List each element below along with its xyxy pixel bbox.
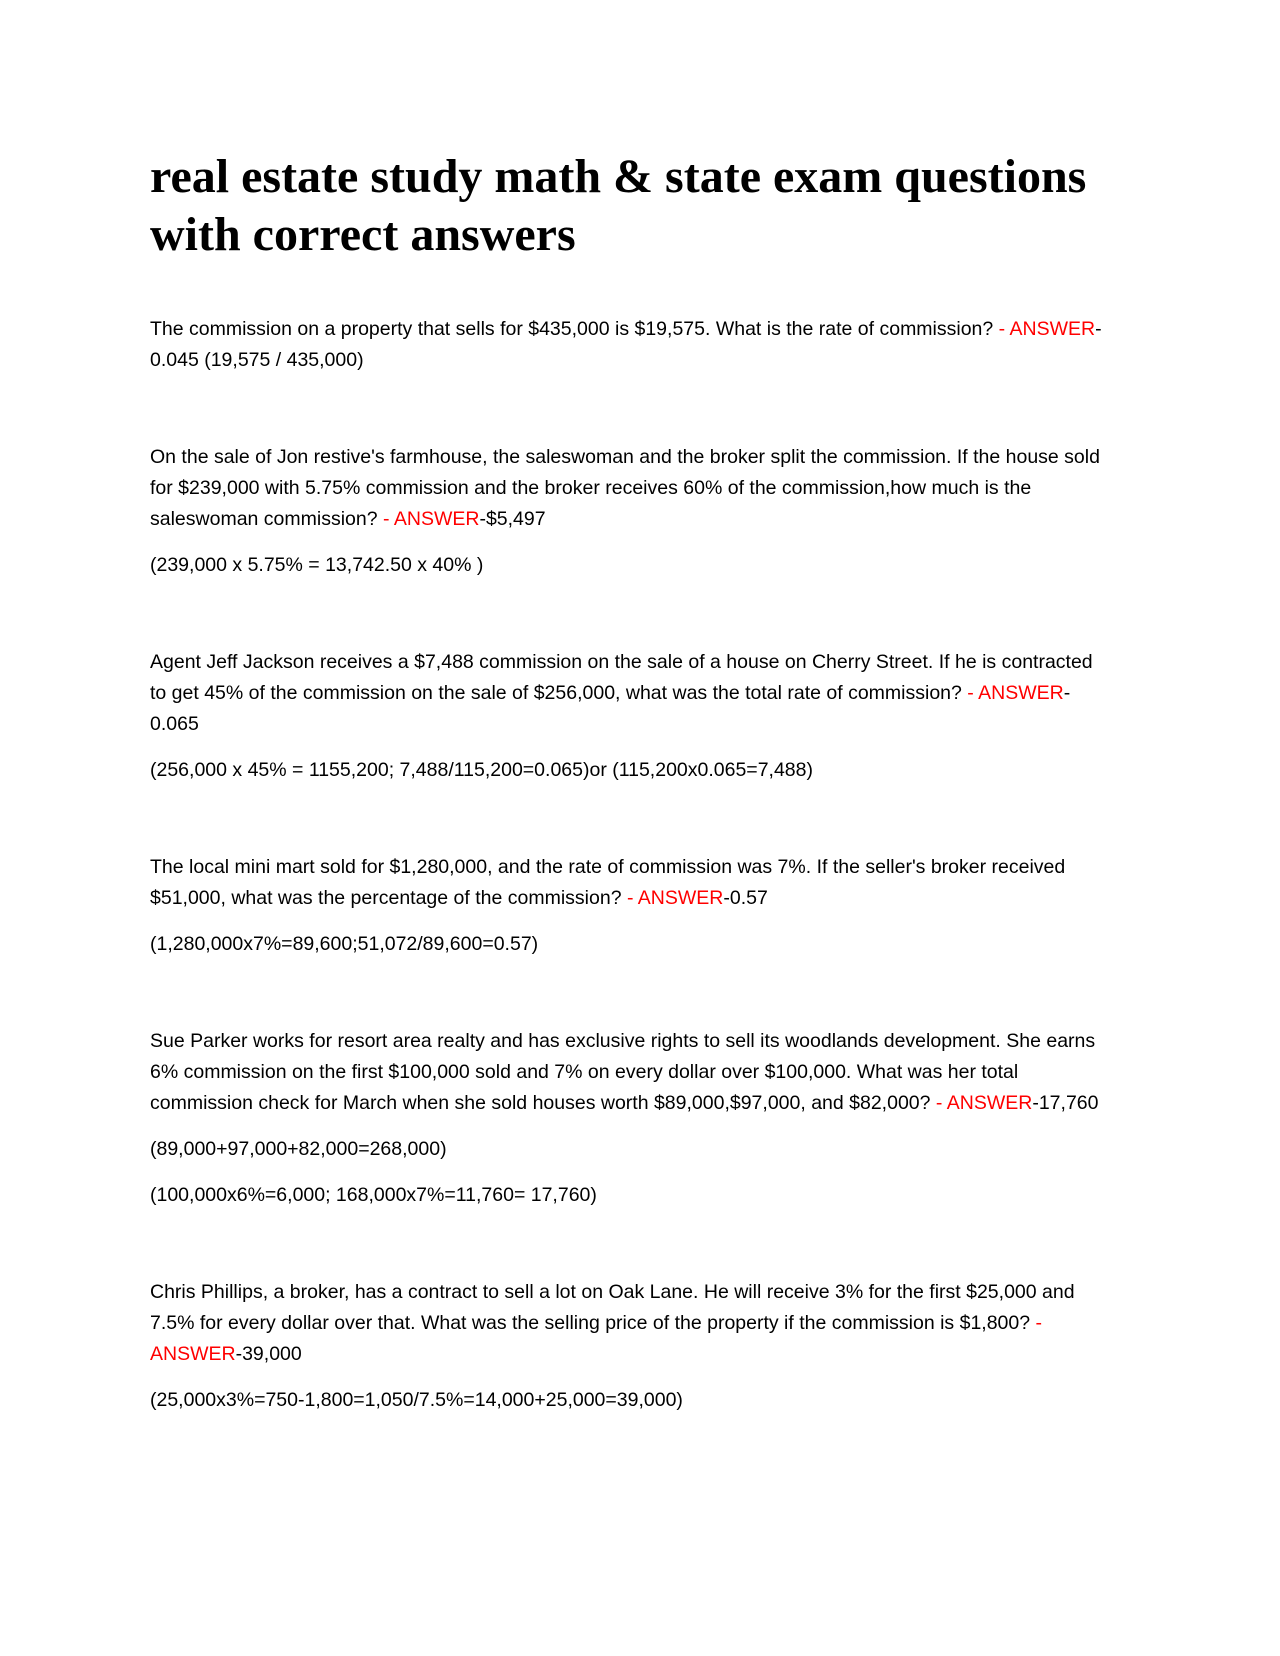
answer-marker: - ANSWER xyxy=(967,682,1064,704)
document-content xyxy=(150,148,1110,1482)
answer-text: -39,000 xyxy=(235,1343,302,1365)
calculation-line: (89,000+97,000+82,000=268,000) xyxy=(150,1138,447,1160)
document-title: real estate study math & state exam questions with correct answers xyxy=(150,150,1087,261)
question-text: The commission on a property that sells for $435,000 is $19,575. What is the rate of commission? xyxy=(150,318,999,340)
question-paragraph xyxy=(150,314,1110,376)
calculation-line: (239,000 x 5.75% = 13,742.50 x 40% ) xyxy=(150,554,484,576)
qa-item xyxy=(150,852,1110,960)
answer-text: -0.065 xyxy=(150,682,1071,735)
answer-marker: - ANSWER xyxy=(150,1312,1043,1365)
calculation-line: (1,280,000x7%=89,600;51,072/89,600=0.57) xyxy=(150,933,539,955)
question-text: On the sale of Jon restive's farmhouse, the saleswoman and the broker split the commission. If the house sold for $239,000 with 5.75% commission and the broker receives 60% of the commission,how much is the saleswoman commission? xyxy=(150,446,1100,530)
calculation-line: (256,000 x 45% = 1155,200; 7,488/115,200=0.065)or (115,200x0.065=7,488) xyxy=(150,759,813,781)
qa-item xyxy=(150,1026,1110,1211)
qa-item xyxy=(150,647,1110,786)
qa-item xyxy=(150,314,1110,376)
question-paragraph xyxy=(150,442,1110,535)
question-paragraph xyxy=(150,647,1110,740)
question-text: The local mini mart sold for $1,280,000, and the rate of commission was 7%. If the seller's broker received $51,000, what was the percentage of the commission? xyxy=(150,856,1066,909)
answer-marker: - ANSWER xyxy=(383,508,480,530)
answer-text: -0.045 (19,575 / 435,000) xyxy=(150,318,1102,371)
question-paragraph xyxy=(150,852,1110,914)
answer-text: -17,760 xyxy=(1032,1092,1099,1114)
qa-list xyxy=(150,314,1110,1416)
answer-marker: - ANSWER xyxy=(935,1092,1033,1114)
question-paragraph xyxy=(150,1277,1110,1370)
question-text: Sue Parker works for resort area realty and has exclusive rights to sell its woodlands development. She earns 6% commission on the first $100,000 sold and 7% on every dollar over $100,000. What was her total commission check for March when she sold houses worth $89,000,$97,000, and $82,000? xyxy=(150,1030,1096,1114)
qa-item xyxy=(150,1277,1110,1416)
question-paragraph xyxy=(150,1026,1110,1119)
calculation-line: (25,000x3%=750-1,800=1,050/7.5%=14,000+25,000=39,000) xyxy=(150,1389,683,1411)
answer-marker: - ANSWER xyxy=(998,318,1096,340)
answer-text: -0.57 xyxy=(723,887,768,909)
calculation-line: (100,000x6%=6,000; 168,000x7%=11,760= 17,760) xyxy=(150,1184,597,1206)
answer-marker: - ANSWER xyxy=(626,887,724,909)
question-text: Agent Jeff Jackson receives a $7,488 commission on the sale of a house on Cherry Street. If he is contracted to get 45% of the commission on the sale of $256,000, what was the total rate of commission? xyxy=(150,651,1093,704)
question-text: Chris Phillips, a broker, has a contract to sell a lot on Oak Lane. He will receive 3% for the first $25,000 and 7.5% for every dollar over that. What was the selling price of the property if the commission is $1,800? xyxy=(150,1281,1075,1334)
qa-item xyxy=(150,442,1110,581)
answer-text: -$5,497 xyxy=(479,508,546,530)
